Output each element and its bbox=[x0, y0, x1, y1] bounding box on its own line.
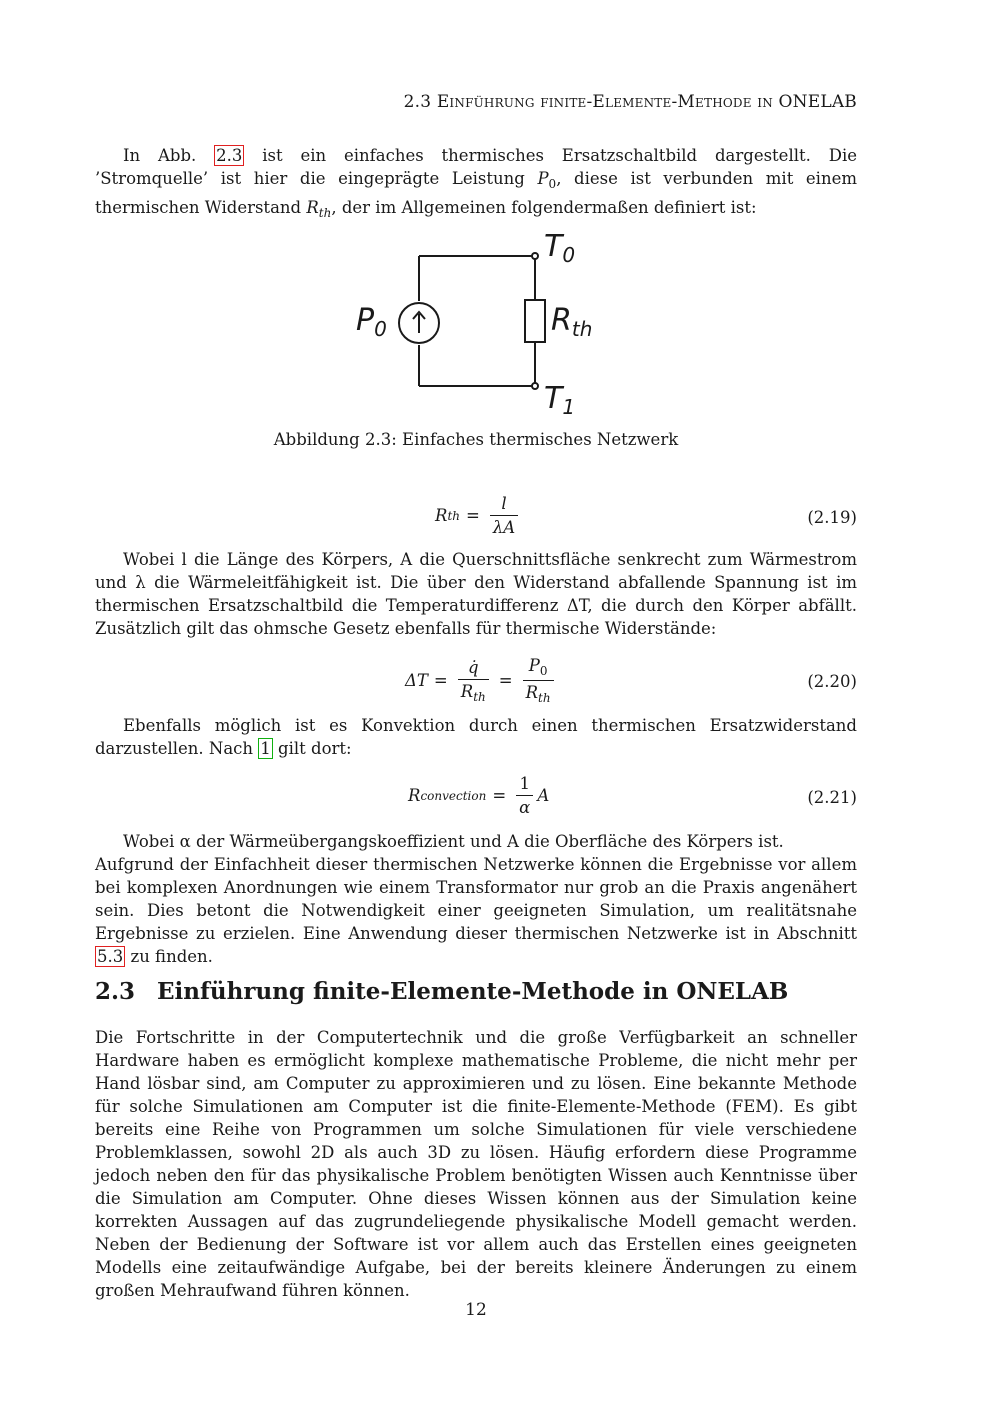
numerator: 1 bbox=[519, 774, 530, 793]
label-p0: $P_0$ bbox=[356, 303, 387, 341]
section-heading bbox=[95, 978, 788, 1005]
fraction-1 bbox=[458, 658, 489, 704]
eq-rhs: A bbox=[537, 786, 550, 805]
denominator: λA bbox=[490, 515, 518, 537]
equation-2-20 bbox=[95, 656, 857, 708]
denominator bbox=[458, 679, 489, 704]
den-sub: th bbox=[538, 691, 551, 705]
num-sub: 0 bbox=[539, 664, 548, 678]
text: In Abb. bbox=[123, 146, 215, 165]
eq-lhs: R bbox=[408, 786, 421, 805]
equation-number: (2.20) bbox=[807, 672, 857, 691]
text: , diese ist verbunden mit einem thermischen Widerstand bbox=[95, 169, 857, 217]
numerator: q̇ bbox=[467, 657, 479, 677]
resistor bbox=[525, 300, 545, 342]
eq-equals: = bbox=[498, 671, 513, 690]
subscript: 0 bbox=[548, 177, 557, 191]
paragraph-intro bbox=[95, 144, 857, 225]
equation-2-21 bbox=[95, 774, 857, 824]
text: Aufgrund der Einfachheit dieser thermischen Netzwerke können die Ergebnisse vor allem bei komplexen Anordnungen wie einem Transformator nur grob an die Praxis angenähert sein. Dies betont die Notwendigkeit einer geeigneten Simulation, um realitätsnahe Ergebnisse zu erzielen. Eine Anwendung dieser thermischen Netzwerke ist in Abschnitt bbox=[95, 855, 857, 943]
paragraph-fem: Die Fortschritte in der Computertechnik und die große Verfügbarkeit an schneller Hardware haben es ermöglicht komplexe mathematische Probleme, die nicht mehr per Hand lösbar sind, am Computer zu approximieren und zu lösen. Eine bekannte Methode für solche Simulationen am Computer ist die finite-Elemente-Methode (FEM). Es gibt bereits eine Reihe von Programmen um solche Simulationen für viele verschiedene Problemklassen, sowohl 2D als auch 3D zu lösen. Häufig erfordern diese Programme jedoch neben den für das physikalische Problem benötigten Wissen auch Kenntnisse über die Simulation am Computer. Ohne dieses Wissen können aus der Simulation keine korrekten Aussagen auf das zugrundeliegende physikalische Modell gemacht werden. Neben der Bedienung der Software ist vor allem auch das Erstellen eines geeigneten Modells eine zeitaufwändige Aufgabe, bei der bereits kleinere Änderungen zu einem großen Mehraufwand führen können. bbox=[95, 1028, 857, 1300]
denominator bbox=[523, 680, 554, 705]
fraction bbox=[490, 494, 518, 537]
fraction-2 bbox=[523, 656, 554, 705]
eq-lhs-sub: th bbox=[447, 508, 460, 523]
text: zu finden. bbox=[125, 947, 213, 966]
subscript: th bbox=[318, 206, 332, 220]
symbol: P bbox=[537, 169, 549, 188]
equation-2-19 bbox=[95, 494, 857, 542]
eq-lhs: R bbox=[435, 506, 448, 525]
equation-number: (2.21) bbox=[807, 788, 857, 807]
fraction bbox=[516, 774, 533, 817]
eq-lhs: ΔT bbox=[405, 671, 428, 690]
running-head: 2.3 Einführung finite-Elemente-Methode in ONELAB bbox=[403, 92, 857, 112]
paragraph-convection bbox=[95, 714, 857, 760]
label-t1: $T_1$ bbox=[544, 381, 576, 419]
eq-equals: = bbox=[492, 786, 507, 805]
den-symbol: R bbox=[525, 683, 539, 702]
den-symbol: R bbox=[460, 681, 474, 701]
num-symbol: P bbox=[528, 656, 540, 675]
numerator bbox=[526, 656, 551, 680]
text: , der im Allgemeinen folgendermaßen definiert ist: bbox=[331, 198, 757, 217]
text: gilt dort: bbox=[272, 739, 352, 758]
numerator: l bbox=[501, 494, 507, 513]
denominator: α bbox=[516, 795, 533, 817]
page-number: 12 bbox=[465, 1300, 487, 1320]
eq-equals: = bbox=[466, 506, 480, 525]
section-title: Einführung finite-Elemente-Methode in ONELAB bbox=[157, 978, 789, 1005]
symbol: R bbox=[306, 198, 319, 217]
label-t0: $T_0$ bbox=[544, 229, 576, 267]
terminal-t1 bbox=[532, 383, 538, 389]
section-reference-link[interactable]: 5.3 bbox=[97, 947, 124, 966]
den-sub: th bbox=[473, 689, 486, 704]
paragraph-line: Wobei α der Wärmeübergangskoeffizient und A die Oberfläche des Körpers ist. bbox=[123, 832, 784, 851]
paragraph-explanation: Wobei l die Länge des Körpers, A die Querschnittsfläche senkrecht zum Wärmestrom und λ die Wärmeleitfähigkeit ist. Die über den Widerstand abfallende Spannung ist im thermischen Ersatzschaltbild die Temperaturdifferenz ΔT, die durch den Körper abfällt. Zusätzlich gilt das ohmsche Gesetz ebenfalls für thermische Widerstände: bbox=[95, 550, 857, 638]
label-rth: $R_{th}$ bbox=[551, 303, 593, 341]
figure-caption: Abbildung 2.3: Einfaches thermisches Netzwerk bbox=[273, 430, 679, 449]
eq-lhs-sub: convection bbox=[420, 788, 487, 803]
text: ist ein einfaches thermisches Ersatzschaltbild dargestellt. Die ’Stromquelle’ ist hier die eingeprägte Leistung bbox=[95, 146, 857, 188]
figure-reference-link[interactable]: 2.3 bbox=[216, 146, 243, 165]
terminal-t0 bbox=[532, 253, 538, 259]
section-number: 2.3 bbox=[95, 978, 136, 1005]
equation-number: (2.19) bbox=[807, 508, 857, 527]
text: Ebenfalls möglich ist es Konvektion durch einen thermischen Ersatzwiderstand darzustellen. Nach bbox=[95, 716, 857, 758]
citation-link[interactable]: 1 bbox=[260, 739, 271, 758]
paragraph-simplicity bbox=[95, 853, 857, 968]
eq-equals: = bbox=[433, 671, 448, 690]
thermal-network-diagram bbox=[340, 222, 640, 422]
